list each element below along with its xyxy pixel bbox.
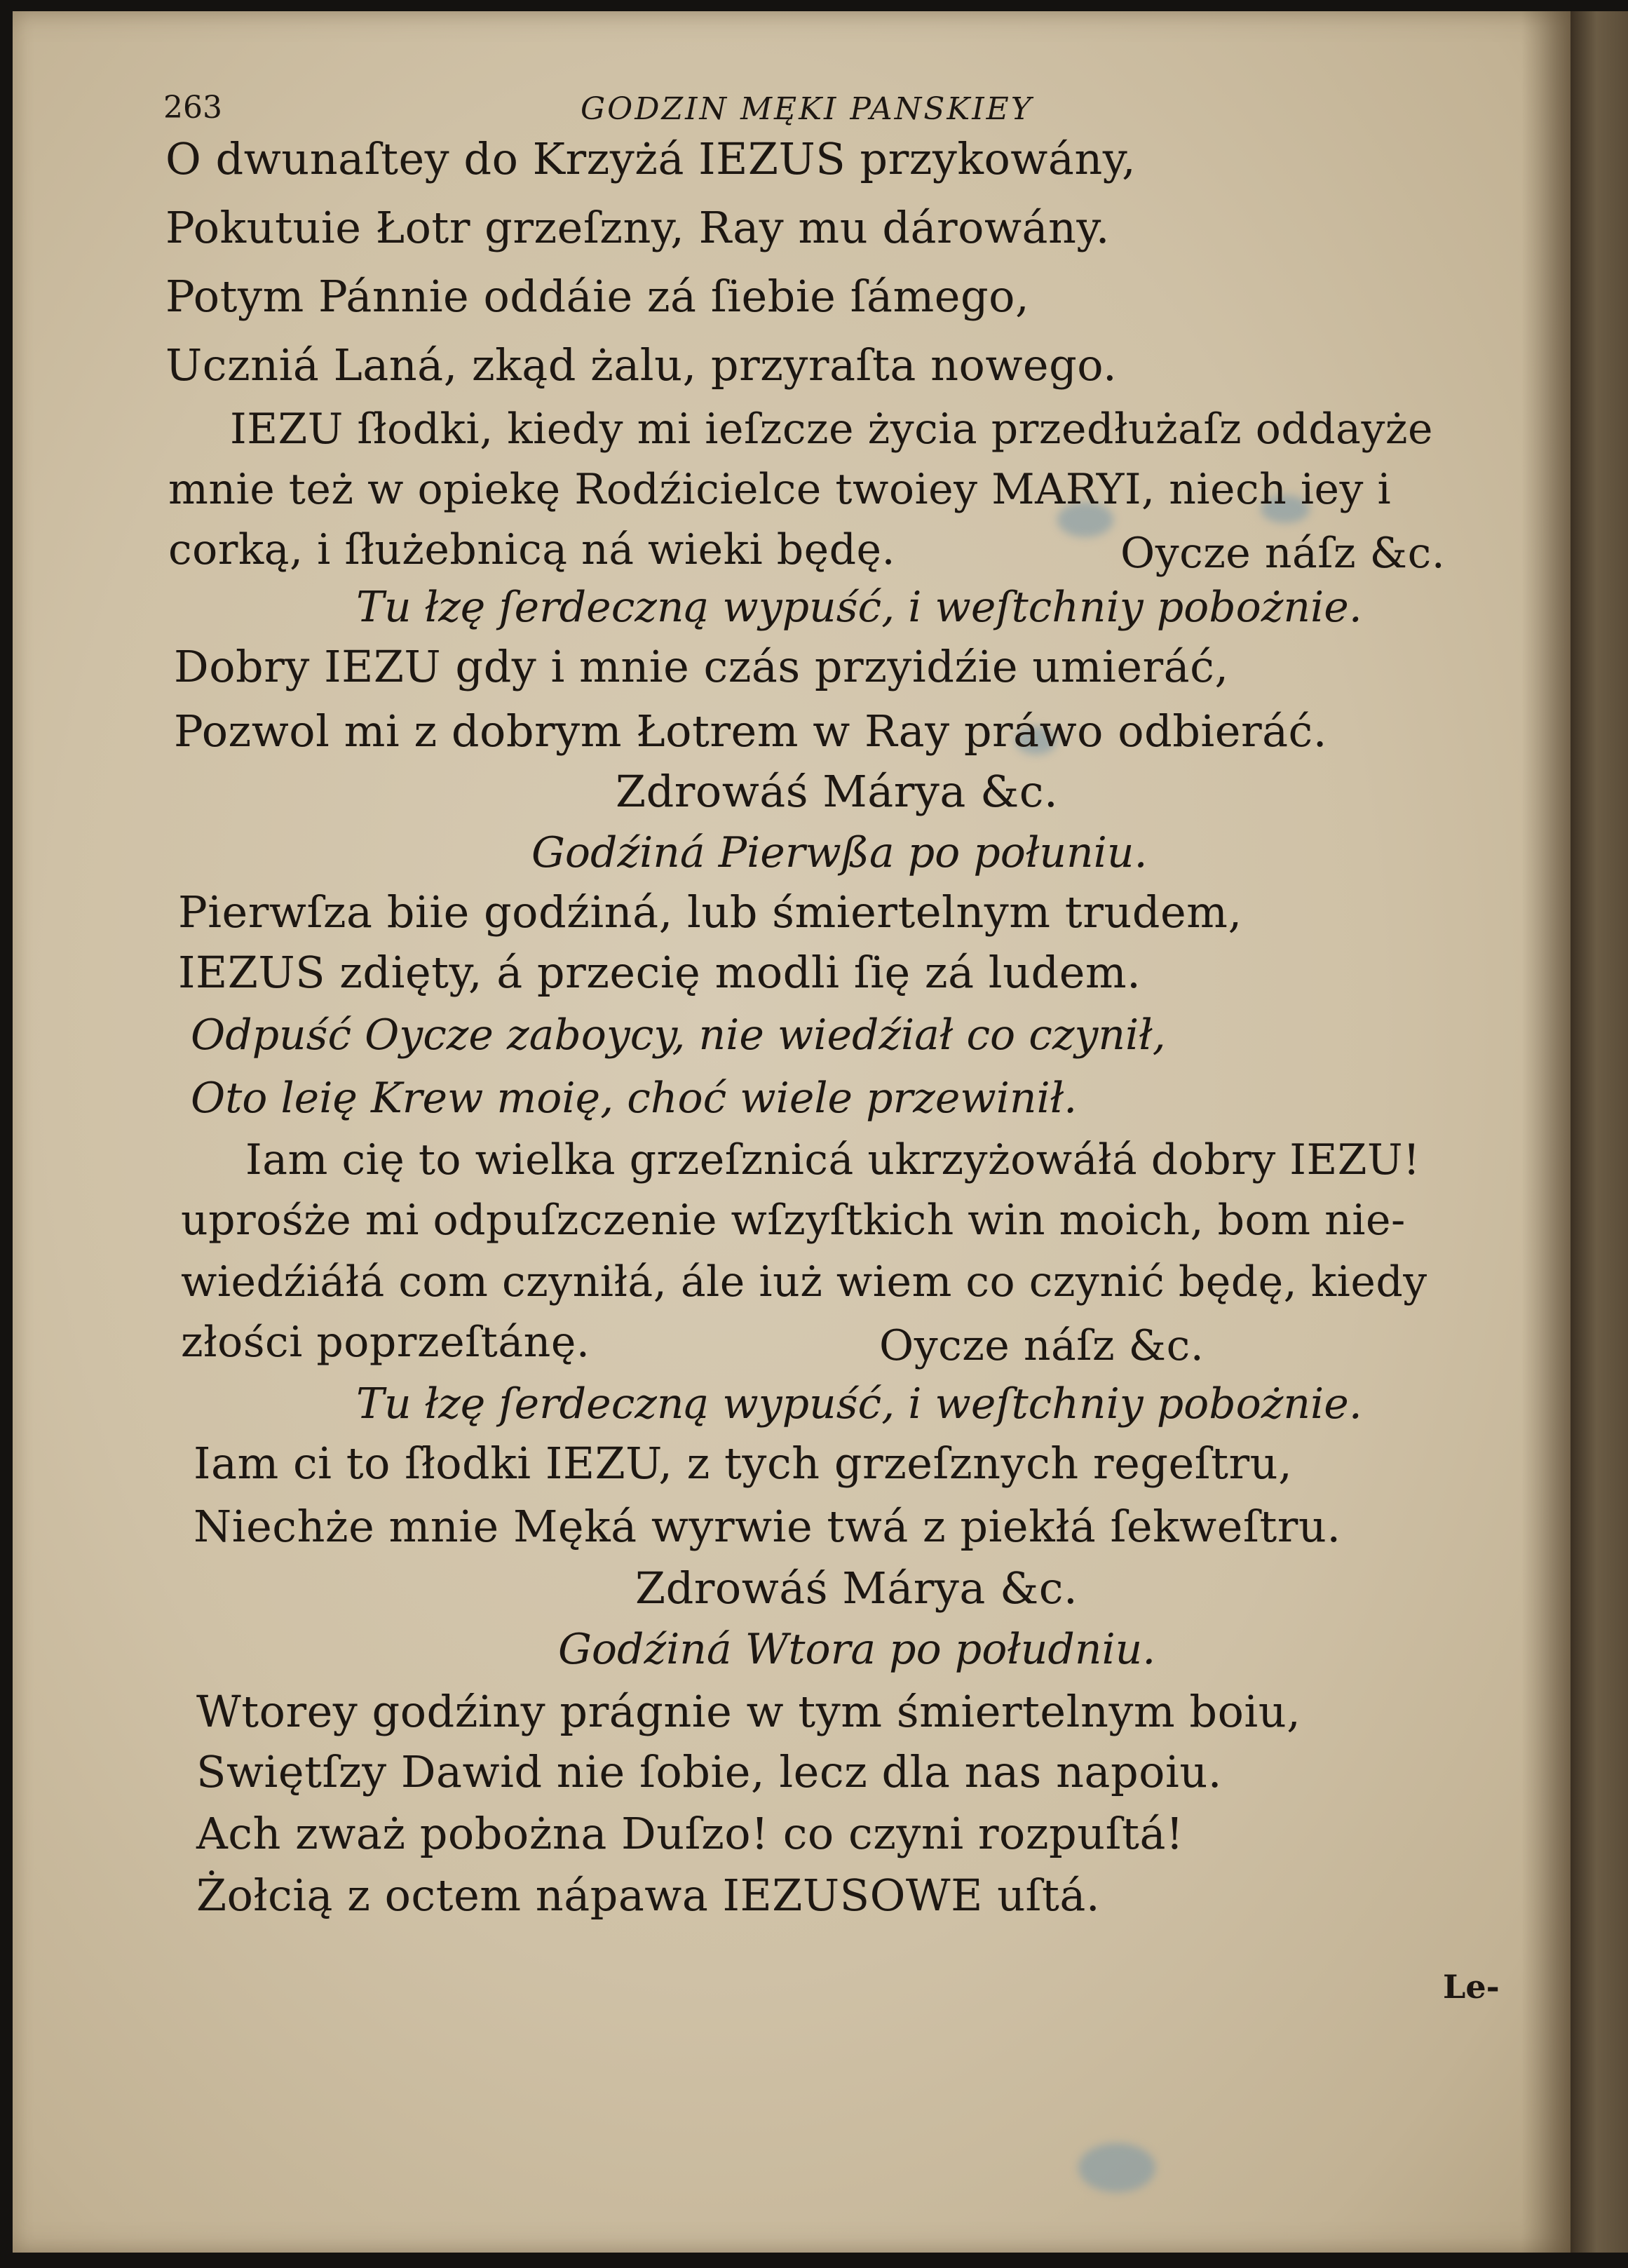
page-number: 263	[163, 90, 222, 126]
prayer-line: Iam cię to wielka grzeſznicá ukrzyżowáłá dobry IEZU!	[245, 1135, 1420, 1184]
verse-line: Pozwol mi z dobrym Łotrem w Ray práwo odbieráć.	[174, 706, 1327, 757]
verse-line: IEZUS zdięty, á przecię modli ſię zá ludem.	[178, 947, 1141, 998]
sigh-rubric: Tu łzę ſerdeczną wypuść, i weſtchniy pobożnie.	[356, 1379, 1362, 1429]
verse-line: Niechże mnie Męká wyrwie twá z piekłá ſekweſtru.	[194, 1501, 1341, 1552]
our-father-note: Oycze náſz &c.	[879, 1321, 1205, 1370]
verse-line: Uczniá Laná, zkąd żalu, przyraſta nowego.	[165, 339, 1118, 391]
prayer-line: IEZU ſłodki, kiedy mi ieſzcze życia przedłużaſz oddayże	[230, 405, 1433, 454]
verse-line: Swiętſzy Dawid nie ſobie, lecz dla nas napoiu.	[196, 1746, 1222, 1797]
hour-heading: Godźiná Wtora po południu.	[558, 1625, 1156, 1674]
verse-line: Pokutuie Łotr grzeſzny, Ray mu dárowány.	[165, 202, 1110, 253]
our-father-note: Oycze náſz &c.	[1120, 529, 1446, 578]
running-title: GODZIN MĘKI PANSKIEY	[581, 91, 1033, 127]
verse-line: Iam ci to ſłodki IEZU, z tych grzeſznych regeſtru,	[194, 1438, 1293, 1489]
sigh-rubric: Tu łzę ſerdeczną wypuść, i weſtchniy pobożnie.	[356, 583, 1362, 632]
verse-line: Pierwſza biie godźiná, lub śmiertelnym trudem,	[178, 886, 1242, 938]
adjacent-page-edge	[1571, 11, 1628, 2253]
prayer-line: złości poprzeſtánę.	[181, 1318, 590, 1367]
verse-line-italic: Oto leię Krew moię, choć wiele przewinił.	[191, 1074, 1078, 1123]
verse-line: Ach zważ pobożna Duſzo! co czyni rozpuſtá!	[196, 1808, 1184, 1859]
verse-line-italic: Odpuść Oycze zaboycy, nie wiedźiał co czynił,	[191, 1011, 1166, 1060]
catchword: Le-	[1443, 1968, 1500, 2006]
prayer-line: uprośże mi odpuſzczenie wſzyſtkich win moich, bom nie-	[181, 1196, 1406, 1245]
prayer-line: corką, i ſłużebnicą ná wieki będę.	[168, 525, 896, 574]
hour-heading: Godźiná Pierwßa po połuniu.	[531, 828, 1148, 877]
hail-mary-note: Zdrowáś Márya &c.	[635, 1562, 1078, 1614]
page-text	[13, 11, 1571, 2253]
verse-line: Żołcią z octem nápawa IEZUSOWE uſtá.	[196, 1870, 1101, 1921]
prayer-line: mnie też w opiekę Rodźicielce twoiey MARYI, niech iey i	[168, 465, 1392, 514]
book-page	[13, 11, 1571, 2253]
verse-line: Potym Pánnie oddáie zá ſiebie ſámego,	[165, 271, 1030, 322]
hail-mary-note: Zdrowáś Márya &c.	[616, 766, 1059, 817]
prayer-line: wiedźiáłá com czyniłá, ále iuż wiem co czynić będę, kiedy	[181, 1257, 1427, 1307]
verse-line: Wtorey godźiny prágnie w tym śmiertelnym boiu,	[196, 1686, 1301, 1737]
verse-line: O dwunaſtey do Krzyżá IEZUS przykowány,	[165, 133, 1137, 184]
verse-line: Dobry IEZU gdy i mnie czás przyidźie umieráć,	[174, 641, 1229, 692]
